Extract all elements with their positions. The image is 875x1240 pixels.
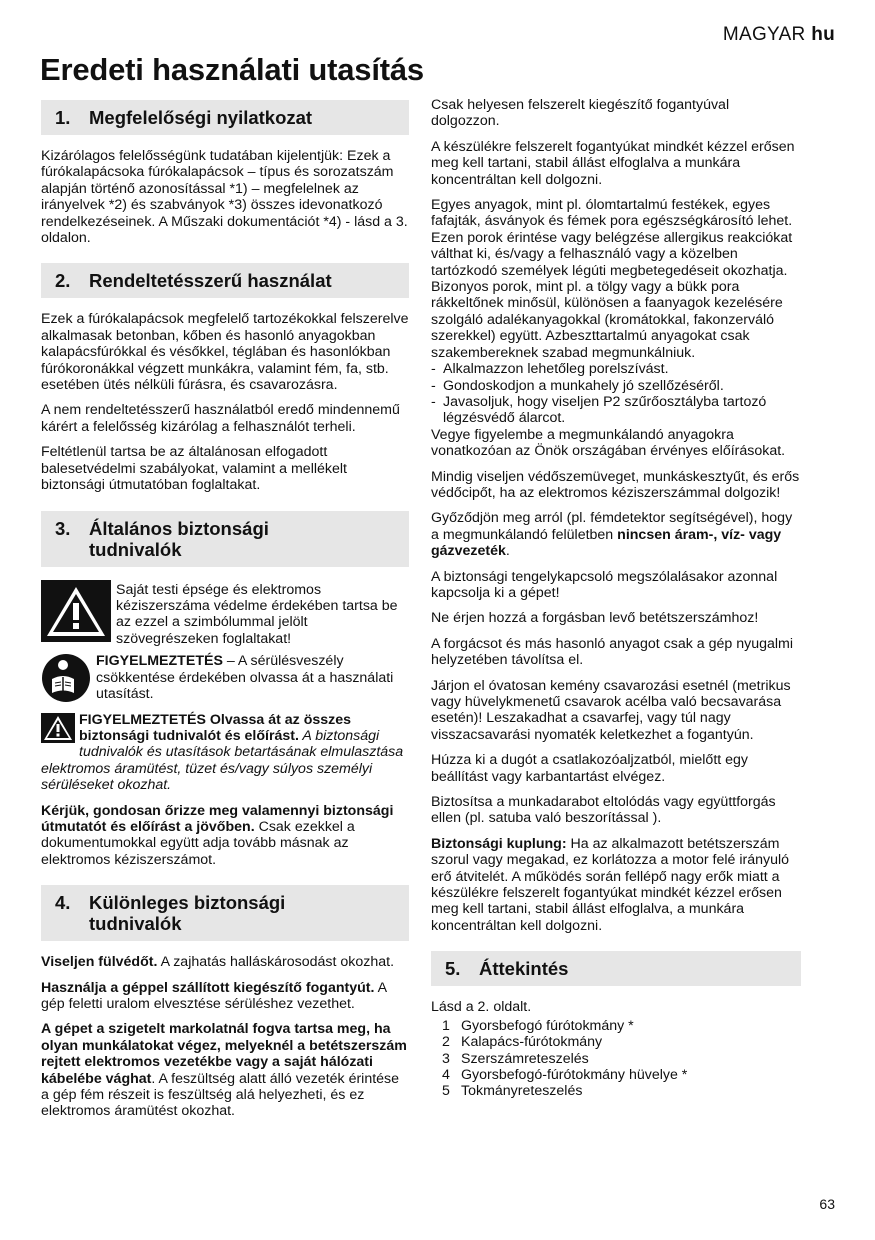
section-3-heading: 3. Általános biztonsági tudnivalók — [41, 511, 409, 567]
section-2-text-2: A nem rendeltetésszerű használatból eredő mindennemű kárért a felelősség kizárólag a felhasználót terheli. — [41, 402, 400, 435]
section-5-heading: 5. Áttekintés — [431, 951, 801, 986]
warning-notice: Saját testi épsége és elektromos kéziszerszáma védelme érdekében tartsa be az ezzel a szimbólummal jelölt szövegrészeken foglaltakat! — [41, 580, 409, 648]
right-text-14: Biztonsági kuplung: Ha az alkalmazott betétszerszám szorul vagy megakad, ez korlátozza a motor felé irányuló erő átvitelét. A működés során fellépő nagy erők miatt a készülékre felszerelt fogantyúkat mindkét kézzel erősen meg kell tartani, stabil állást elfoglalva, a munkára koncentráltan kell dolgozni. — [431, 835, 790, 934]
list-item: 5 Tokmányreteszelés — [442, 1083, 583, 1100]
list-item: 4 Gyorsbefogó-fúrótokmány hüvelye * — [442, 1066, 688, 1083]
list-item: - Javasoljuk, hogy viseljen P2 szűrőosztályba tartozó légzésvédő álarcot. — [431, 393, 767, 427]
read-manual-icon — [41, 653, 91, 707]
right-text-10: A forgácsot és más hasonló anyagot csak a gép nyugalmi helyzetében távolítsa el. — [431, 635, 793, 669]
section-1-heading: 1. Megfelelőségi nyilatkozat — [41, 100, 409, 135]
section-4-heading: 4. Különleges biztonsági tudnivalók — [41, 885, 409, 941]
section-1-text: Kizárólagos felelősségünk tudatában kijelentjük: Ezek a fúrókalapácsoka fúrókalapácsok – típus és sorozatszám alapján történő azonosítással *1) – megfelelnek az irányelvek *2) és szabványok *3) összes idevonatkozó rendelkezéseinek. A Műszaki dokumentációt *4) - lásd a 3. oldalon. — [41, 148, 408, 247]
list-item: 1 Gyorsbefogó fúrótokmány * — [442, 1017, 634, 1034]
section-2-heading: 2. Rendeltetésszerű használat — [41, 263, 409, 298]
right-text-7: Győződjön meg arról (pl. fémdetektor segítségével), hogy a megmunkálandó felületben nincsen áram-, víz- vagy gázvezeték. — [431, 510, 793, 560]
page-number: 63 — [819, 1196, 835, 1212]
right-text-11: Járjon el óvatosan kemény csavarozási esetnél (metrikus vagy hüvelykmenetű csavarok acélba való becsavarása esetén)! Leszakadhat a csavarfej, vagy túl nagy visszacsavarási nyomaték keletkezhet a fogantyún. — [431, 677, 791, 743]
section-2-text-3: Feltétlenül tartsa be az általánosan elfogadott balesetvédelmi szabályokat, valamint a mellékelt biztonsági útmutatóban foglaltakat. — [41, 444, 347, 494]
section-2-text-1: Ezek a fúrókalapácsok megfelelő tartozékokkal felszerelve alkalmasak betonban, kőben és hasonló anyagokban kalapácsfúrókkal és vésőkkel, téglában és hasonlókban fúrókoronákkal végzett munkákra, valamint fém, fa, stb. esetében ütés nélküli fúrásra, és csavarozásra. — [41, 311, 409, 394]
list-item: - Gondoskodjon a munkahely jó szellőzéséről. — [431, 377, 724, 394]
overview-list — [431, 1018, 801, 1100]
dust-precautions-list — [431, 361, 801, 427]
read-manual-notice: FIGYELMEZTETÉS – A sérülésveszély csökkentése érdekében olvassa át a használati utasítást. — [41, 653, 409, 707]
right-text-1: Csak helyesen felszerelt kiegészítő fogantyúval dolgozzon. — [431, 97, 730, 130]
list-item: 2 Kalapács-fúrótokmány — [442, 1034, 603, 1051]
right-text-9: Ne érjen hozzá a forgásban levő betétszerszámhoz! — [431, 610, 759, 627]
right-text-6: Mindig viseljen védőszemüveget, munkáskesztyűt, és erős védőcipőt, ha az elektromos kéziszerszámmal dolgozik! — [431, 468, 800, 501]
small-warning-icon — [41, 713, 75, 747]
language-label: MAGYAR hu — [722, 24, 835, 45]
right-text-13: Biztosítsa a munkadarabot eltolódás vagy együttforgás ellen (pl. satuba való beszorítással ). — [431, 794, 776, 827]
right-text-4: Bizonyos porok, mint pl. a tölgy vagy a bükk pora rákkeltőnek minősül, különösen a faanyagok kezelésére szolgáló adalékanyagokkal (kromátokkal, fakonzerváló szerekkel) együtt. Azbeszttartalmú anyagokat csak szakembereknek szabad megmunkálniuk. — [431, 279, 783, 361]
warning-paragraph: FIGYELMEZTETÉS Olvassa át az összes biztonsági tudnivalót és előírást. A biztonsági tudnivalók és utasítások betartásának elmulasztása elektromos áramütést, tüzet és/vagy súlyos személyi sérüléseket okozhat. — [41, 711, 404, 794]
section-4-text-1: Viseljen fülvédőt. A zajhatás halláskárosodást okozhat. — [41, 954, 395, 971]
right-text-8: A biztonsági tengelykapcsoló megszólalásakor azonnal kapcsolja ki a gépet! — [431, 568, 778, 601]
section-4-text-2: Használja a géppel szállított kiegészítő fogantyút. A gép feletti uralom elvesztése sérüléshez vezethet. — [41, 979, 387, 1012]
right-column — [431, 97, 801, 1100]
right-text-12: Húzza ki a dugót a csatlakozóaljzatból, mielőtt egy beállítást vagy karbantartást elvégez. — [431, 752, 749, 785]
right-text-3: Egyes anyagok, mint pl. ólomtartalmú festékek, egyes fafajták, ásványok és fémek pora egészségkárosító lehet. Ezen porok érintése vagy belégzése allergikus reakciókat válthat ki, és/vagy a felhasználó vagy a közelben tartózkodó személyek légúti megbetegedéseit okozhatja. — [431, 197, 793, 279]
right-text-2: A készülékre felszerelt fogantyúkat mindkét kézzel erősen meg kell tartani, stabil állást elfoglalva a munkára koncentráltan kell dolgozni. — [431, 138, 795, 188]
warning-triangle-icon — [41, 580, 111, 646]
section-4-text-3: A gépet a szigetelt markolatnál fogva tartsa meg, ha olyan munkálatokat végez, melyeknél a betétszerszám rejtett elektromos vezetékbe vagy a saját hálózati kábelébe vághat. A feszültség alatt álló vezeték érintése a gép fém részeit is feszültség alá helyezheti, és ez elektromos áramütést okozhat. — [41, 1021, 407, 1120]
list-item: - Alkalmazzon lehetőleg porelszívást. — [431, 361, 669, 378]
section-5-intro: Lásd a 2. oldalt. — [431, 999, 532, 1016]
page-title: Eredeti használati utasítás — [40, 52, 424, 87]
right-text-5: Vegye figyelembe a megmunkálandó anyagokra vonatkozóan az Önök országában érvényes előírásokat. — [431, 426, 786, 460]
keep-instructions-text: Kérjük, gondosan őrizze meg valamennyi biztonsági útmutatót és előírást a jövőben. Csak ezekkel a dokumentumokkal együtt adja tovább másnak az elektromos kéziszerszámot. — [41, 802, 394, 868]
list-item: 3 Szerszámreteszelés — [442, 1050, 589, 1067]
left-column — [41, 100, 409, 1129]
